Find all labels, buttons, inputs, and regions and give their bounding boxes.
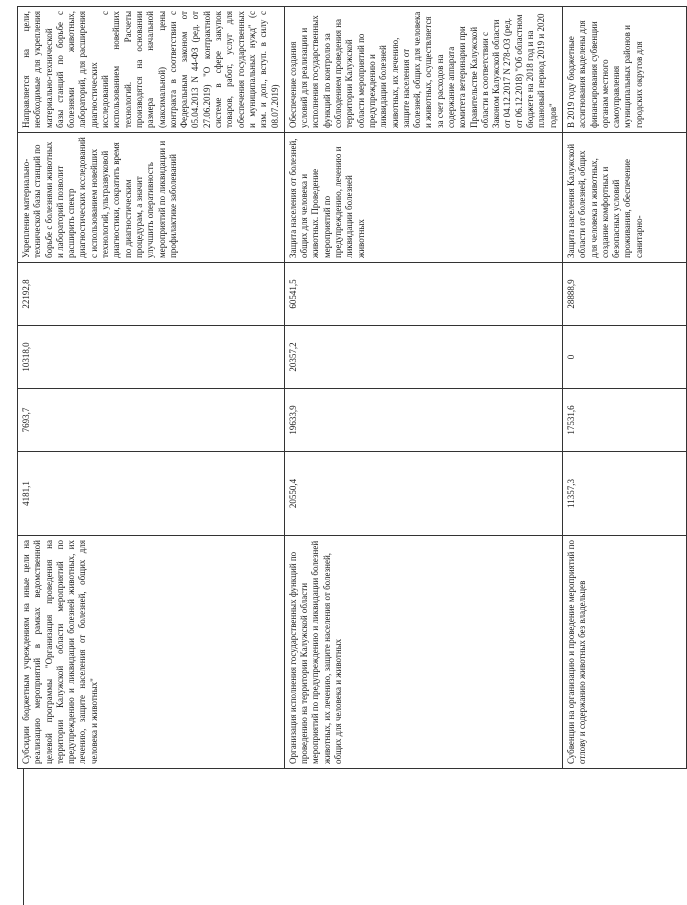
activity-cell: Субсидии бюджетным учреждениям на иные цели на реализацию мероприятий в рамках ведомственной целевой программы "Организация проведения на территории Калужской области мероприятий по предупреждению и ликвидации болезней животных, их лечению, защите населения от болезней, общих для человека и животных" bbox=[18, 536, 285, 769]
value-2018-cell: 17531,6 bbox=[562, 389, 686, 452]
basis-cell: Обеспечение создания условий для реализации и исполнения государственных функций по контролю за соблюдением проведения на территории Калужской области мероприятий по предупреждению и ликвидации болезней животных, их лечению, защите населения от болезней, общих для человека и животных, осуществляется за счет расходов на содержание аппарата комитета ветеринарии при Правительстве Калужской области в соответствии с Законом Калужской области от 04.12.2017 N 278-ОЗ (ред. от 06.12.2018) "Об областном бюджете на 2018 год и на плановый период 2019 и 2020 годов" bbox=[284, 7, 562, 133]
value-2017-cell: 11357,3 bbox=[562, 452, 686, 536]
purpose-cell: Защита населения Калужской области от болезней, общих для человека и животных, создание комфортных и безопасных условий проживания, обеспечение санитарно- bbox=[562, 133, 686, 263]
purpose-cell: Защита населения от болезней, общих для человека и животных. Проведение мероприятий по предупреждению, лечению и ликвидации болезней животных bbox=[284, 133, 562, 263]
value-2018-cell: 19633,9 bbox=[284, 389, 562, 452]
total-cell: 28888,9 bbox=[562, 263, 686, 326]
value-2018-cell: 7693,7 bbox=[18, 389, 285, 452]
total-cell: 22192,8 bbox=[18, 263, 285, 326]
activity-cell: Субвенции на организацию и проведение мероприятий по отлову и содержанию животных без владельцев bbox=[562, 536, 686, 769]
value-2019-cell: 20357,2 bbox=[284, 326, 562, 389]
table-row bbox=[18, 7, 285, 769]
value-2017-cell: 4181,1 bbox=[18, 452, 285, 536]
table-row bbox=[562, 7, 686, 769]
activity-cell: Организация исполнения государственных функций по проведению на территории Калужской области мероприятий по предупреждению и ликвидации болезней животных, их лечению, защите населения от болезней, общих для человека и животных bbox=[284, 536, 562, 769]
footer-rule bbox=[23, 769, 24, 905]
total-cell: 60541,5 bbox=[284, 263, 562, 326]
value-2017-cell: 20550,4 bbox=[284, 452, 562, 536]
value-2019-cell: 0 bbox=[562, 326, 686, 389]
budget-table bbox=[17, 6, 687, 769]
basis-cell: В 2019 году бюджетные ассигнования выделены для финансирования субвенции органам местного самоуправления муниципальных районов и городских округов для bbox=[562, 7, 686, 133]
basis-cell: Направляется на цели, необходимые для укрепления материально-технической базы станций по борьбе с болезнями животных, лабораторий, для расширения диагностических исследований с использованием новейших технологий. Расчеты производятся на основании размера начальной (максимальной) цены контракта в соответствии с Федеральным законом от 05.04.2013 N 44-ФЗ (ред. от 27.06.2019) "О контрактной системе в сфере закупок товаров, работ, услуг для обеспечения государственных и муниципальных нужд" (с изм. и доп., вступ. в силу с 08.07.2019) bbox=[18, 7, 285, 133]
table-row bbox=[284, 7, 562, 769]
purpose-cell: Укрепление материально-технической базы станций по борьбе с болезнями животных и лабораторий позволит расширить спектр диагностических исследований с использованием новейших технологий, ультразвуковой диагностики, сократить время по диагностическим процедурам, а значит улучшить оперативность мероприятий по ликвидации и профилактике заболеваний bbox=[18, 133, 285, 263]
value-2019-cell: 10318,0 bbox=[18, 326, 285, 389]
